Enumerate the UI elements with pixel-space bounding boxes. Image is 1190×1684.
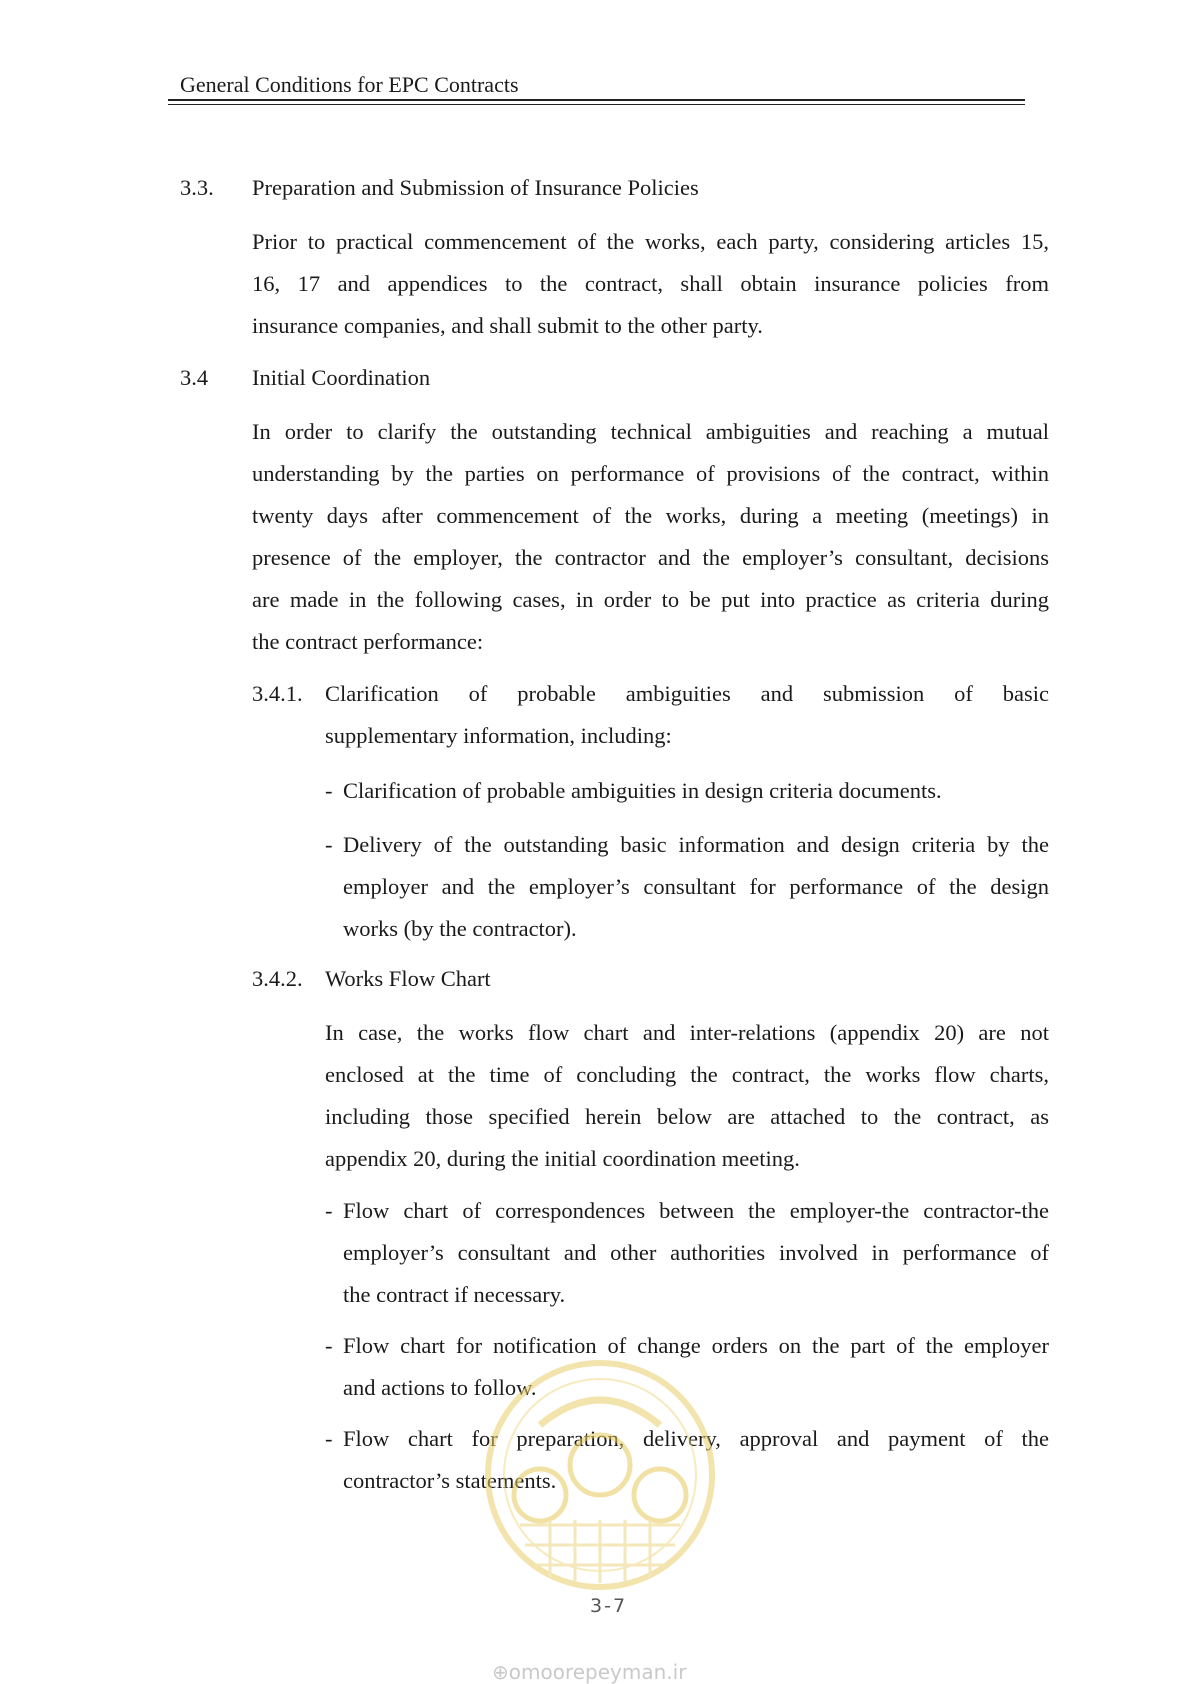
text-line: twenty days after commencement of the works, during a meeting (meetings) in: [252, 503, 1049, 528]
text-line: works (by the contractor).: [343, 916, 577, 941]
page-number: 3-7: [590, 1595, 628, 1617]
text-line: presence of the employer, the contractor and the employer’s consultant, decisions: [252, 545, 1049, 570]
header-title: General Conditions for EPC Contracts: [180, 72, 519, 97]
text-line: employer and the employer’s consultant for performance of the design: [343, 874, 1049, 899]
text-line: Prior to practical commencement of the works, each party, considering articles 15,: [252, 229, 1049, 254]
text-line: insurance companies, and shall submit to the other party.: [252, 313, 763, 338]
text-line: and actions to follow.: [343, 1375, 537, 1400]
text-line: supplementary information, including:: [325, 723, 672, 748]
paragraph-3-3: [252, 221, 1049, 347]
bullet-item: [343, 824, 1049, 950]
bullet-marker: -: [325, 778, 333, 803]
header-rule-thin: [168, 104, 1025, 105]
bullet-item: [343, 770, 1049, 812]
text-line: Flow chart of correspondences between the employer-the contractor-the: [343, 1198, 1049, 1223]
text-line: employer’s consultant and other authorities involved in performance of: [343, 1240, 1049, 1265]
paragraph-3-4: [252, 411, 1049, 663]
section-number-3-4-1: 3.4.1.: [252, 681, 303, 706]
footer-site-text: omoorepeyman.ir: [508, 1660, 687, 1684]
header-rule: [168, 99, 1025, 101]
text-line: appendix 20, during the initial coordination meeting.: [325, 1146, 800, 1171]
text-line: including those specified herein below are attached to the contract, as: [325, 1104, 1049, 1129]
text-line: Delivery of the outstanding basic information and design criteria by the: [343, 832, 1049, 857]
section-heading-3-4: Initial Coordination: [252, 365, 431, 390]
text-line: Flow chart for preparation, delivery, approval and payment of the: [343, 1426, 1049, 1451]
text-line: In case, the works flow chart and inter-relations (appendix 20) are not: [325, 1020, 1049, 1045]
text-line: are made in the following cases, in order to be put into practice as criteria during: [252, 587, 1049, 612]
text-line: enclosed at the time of concluding the contract, the works flow charts,: [325, 1062, 1049, 1087]
text-line: 16, 17 and appendices to the contract, shall obtain insurance policies from: [252, 271, 1049, 296]
bullet-marker: -: [325, 1198, 333, 1223]
text-line: Clarification of probable ambiguities in design criteria documents.: [343, 778, 942, 803]
bullet-item: [343, 1190, 1049, 1316]
text-line: Clarification of probable ambiguities and submission of basic: [325, 681, 1049, 706]
text-line: the contract if necessary.: [343, 1282, 566, 1307]
globe-icon: ⊕: [492, 1660, 509, 1684]
text-line: Flow chart for notification of change orders on the part of the employer: [343, 1333, 1049, 1358]
text-line: understanding by the parties on performance of provisions of the contract, within: [252, 461, 1049, 486]
section-number-3-4-2: 3.4.2.: [252, 966, 303, 991]
text-line: contractor’s statements.: [343, 1468, 557, 1493]
bullet-marker: -: [325, 1333, 333, 1358]
section-number-3-3: 3.3.: [180, 175, 214, 200]
section-heading-3-3: Preparation and Submission of Insurance Policies: [252, 175, 699, 200]
paragraph-3-4-2: [325, 1012, 1049, 1180]
text-line: the contract performance:: [252, 629, 484, 654]
text-line: In order to clarify the outstanding technical ambiguities and reaching a mutual: [252, 419, 1049, 444]
footer-site: [492, 1660, 686, 1684]
paragraph-3-4-1: [325, 673, 1049, 757]
bullet-marker: -: [325, 1426, 333, 1451]
bullet-marker: -: [325, 832, 333, 857]
section-number-3-4: 3.4: [180, 365, 209, 390]
watermark-seal-icon: [480, 1355, 720, 1595]
section-heading-3-4-2: Works Flow Chart: [325, 966, 491, 991]
